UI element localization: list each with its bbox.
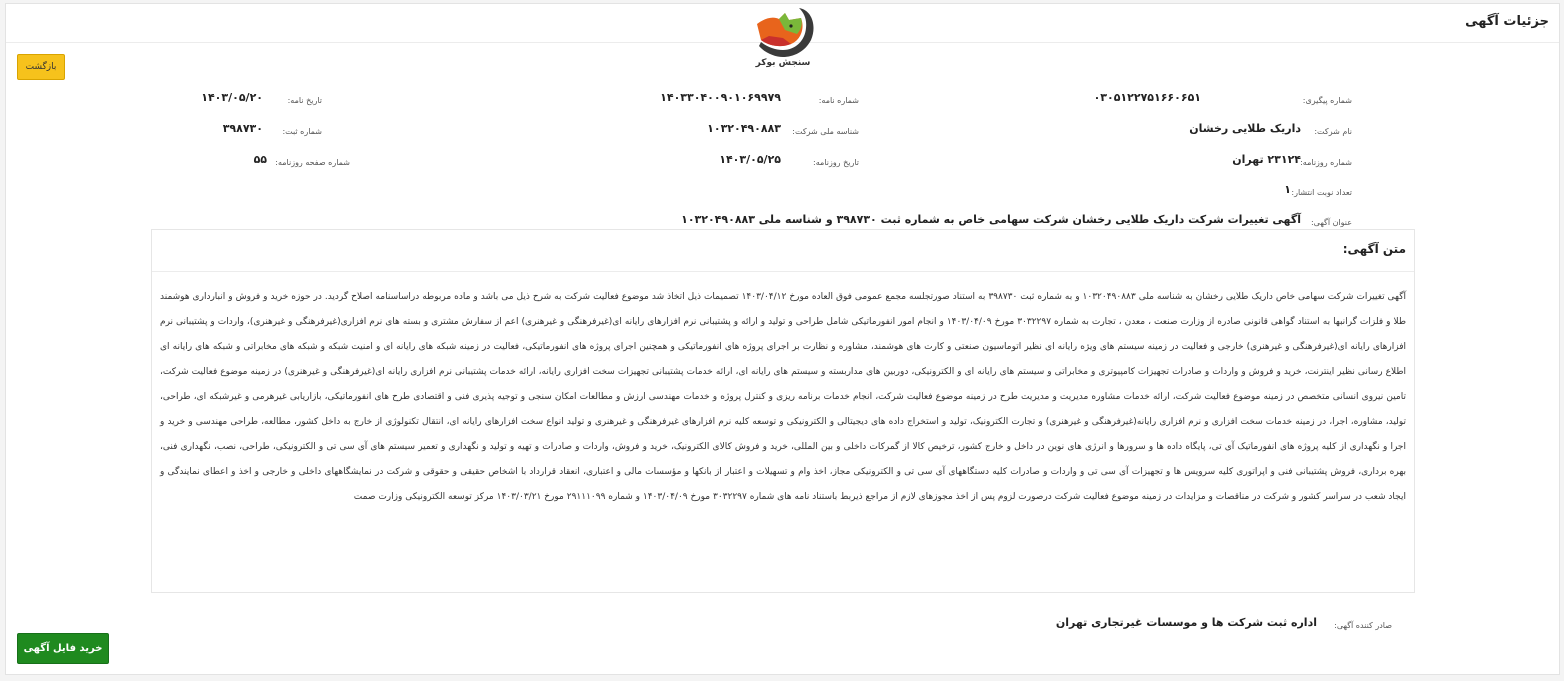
newspaper-no-value: ۲۳۱۲۴ تهران — [1232, 153, 1301, 166]
buy-ad-file-button[interactable]: خرید فایل آگهی — [17, 633, 109, 664]
company-name-value-wrap — [1189, 117, 1301, 136]
tracking-no-value: ۰۳۰۵۱۲۲۷۵۱۶۶۰۶۵۱ — [1093, 91, 1201, 104]
field-label: صادر کننده آگهی: — [1334, 621, 1392, 630]
field-issuer — [1334, 613, 1392, 632]
issuer-value: اداره ثبت شرکت ها و موسسات غیرتجاری تهران — [1055, 616, 1317, 629]
newspaper-page-value: ۵۵ — [253, 153, 267, 166]
field-label: شماره نامه: — [818, 96, 859, 105]
publish-count-value: ۱ — [1284, 183, 1291, 196]
letter-no-value-wrap — [660, 86, 781, 105]
field-newspaper-date — [813, 150, 859, 169]
company-name-value: داریک طلایی رخشان — [1189, 122, 1301, 135]
ad-title-value: آگهی تغییرات شرکت داریک طلایی رخشان شرکت سهامی خاص به شماره ثبت ۳۹۸۷۳۰ و شناسه ملی ۱۰۳۲۰۴۹۰۸۸۳ — [681, 213, 1301, 226]
field-tracking-no — [1303, 88, 1352, 107]
back-button[interactable]: بازگشت — [17, 54, 65, 80]
brand-logo — [749, 4, 817, 72]
page-title: جزئیات آگهی — [1465, 14, 1549, 29]
national-id-value: ۱۰۳۲۰۴۹۰۸۸۳ — [707, 122, 781, 135]
logo-text: سنجش بوکر — [755, 58, 811, 68]
field-company-name — [1314, 119, 1352, 138]
field-letter-no — [819, 88, 859, 107]
reg-no-value-wrap — [223, 117, 263, 136]
fox-logo-icon — [749, 4, 817, 60]
ad-text-body: آگهی تغییرات شرکت سهامی خاص داریک طلایی رخشان به شناسه ملی ۱۰۳۲۰۴۹۰۸۸۳ و به شماره ثبت ۳۹۸۷۳۰ به استناد صورتجلسه مجمع عمومی فوق العاده مورخ ۱۴۰۳/۰۴/۱۲ تصمیمات ذیل اتخاذ شد موضوع فعالیت شرکت به شرح ذیل می باشد و ماده مربوطه دراساسنامه اصلاح گردید. در حوزه خرید و فروش و انبارداری هوشمند طلا و فلزات گرانبها به استناد گواهی قانونی صادره از وزارت صنعت ، معدن ، تجارت به شماره ۳۰۳۲۲۹۷ مورخ ۱۴۰۳/۰۴/۰۹ و انجام امور انفورماتیکی شامل طراحی و تولید و ارائه و پشتیبانی نرم افزارهای رایانه ای(غیرفرهنگی و غیرهنری) اعم از سفارش مشتری و بسته های نرم افزاری(غیرفرهنگی و غیرهنری)، واردات و پشتیبانی نرم افزارهای رایانه ای(غیرفرهنگی و غیرهنری) خارجی و فعالیت در زمینه سیستم های ویژه رایانه ای نظیر اتوماسیون صنعتی و کارت های هوشمند، مشاوره و نظارت بر اجرای پروژه های انفورماتیکی و همچنین اجرای پروژه های انفورماتیکی، فعالیت در زمینه شبکه های رایانه ای و امنیت شبکه و شبکه های مخابراتی و شبکه های رایانه ای اطلاع رسانی نظیر اینترنت، خرید و فروش و واردات و صادرات تجهیزات کامپیوتری و مخابراتی و سیستم های رایانه ای و الکترونیکی، دوربین های مداربسته و سیستم های رایانه ای، ارائه خدمات پشتیبانی تجهیزات سخت افزاری رایانه، ارائه خدمات پشتیبانی نرم افزاری رایانه ای(غیرفرهنگی و غیرهنری) در زمینه موضوع فعالیت شرکت، تامین نیروی انسانی متخصص در زمینه موضوع فعالیت شرکت، ارائه خدمات مشاوره مدیریت و مدیریت طرح در زمینه موضوع فعالیت شرکت، انجام خدمات برنامه ریزی و کنترل پروژه و خدمات مهندسی ارزش و مطالعات امکان سنجی و توجیه پذیری فنی و اقتصادی طرح های انفورماتیکی، بازاریابی غیرهرمی و غیرشبکه ای، طراحی، تولید، مشاوره، اجرا، در زمینه خدمات سخت افزاری و نرم افزاری رایانه(غیرفرهنگی و غیرهنری) و تجارت الکترونیک، تولید و استخراج داده های دیجیتالی و الکترونیکی و توسعه کلیه نرم افزارهای غیرفرهنگی و غیرهنری و تولید انواع سخت افزارهای رایانه ای، انتقال تکنولوژی از خارج به داخل کشور، مطالعه، طراحی مهندسی و خرید و اجرا و نگهداری از کلیه پروژه های انفورماتیک آی تی، پایگاه داده ها و سرورها و انرژی های نوین در داخل و خارج کشور، ترخیص کالا از گمرکات داخلی و بین المللی، خرید و فروش کالای الکترونیک، خرید و فروش، واردات و صادرات و تهیه و تولید و نگهداری و تعمیر سیستم های آی سی تی و الکترونیکی، طراحی، نصب، نگهداری فنی، بهره برداری، فروش پشتیبانی فنی و اپراتوری کلیه سرویس ها و تجهیزات آی سی تی و واردات و صادرات کلیه دستگاههای آی سی تی و الکترونیکی مجاز، اخذ وام و تسهیلات و اعتبار از بانکها و مؤسسات مالی و اعتباری، انعقاد قرارداد با اشخاص حقیقی و حقوقی و شرکت در نمایشگاههای داخلی و خارجی و اخذ و اعطای نمایندگی و ایجاد شعب در سراسر کشور و شرکت در مناقصات و مزایدات در زمینه موضوع فعالیت شرکت درصورت لزوم پس از اخذ مجوزهای لازم از مراجع ذیربط باستناد نامه های شماره ۳۰۳۲۲۹۷ مورخ ۱۴۰۳/۰۴/۰۹ و شماره ۲۹۱۱۱۰۹۹ مورخ ۱۴۰۳/۰۳/۲۱ مرکز توسعه الکترونیکی وزارت صمت — [160, 292, 1406, 502]
tracking-no-value-wrap — [1094, 86, 1201, 105]
field-label: تاریخ روزنامه: — [813, 158, 859, 167]
field-label: نام شرکت: — [1314, 127, 1352, 136]
field-label: شماره پیگیری: — [1302, 96, 1352, 105]
ad-text-header — [152, 230, 1414, 272]
ad-title-value-wrap — [681, 208, 1301, 227]
field-newspaper-page — [275, 150, 350, 169]
field-label: تعداد نوبت انتشار: — [1291, 188, 1352, 197]
newspaper-date-value: ۱۴۰۳/۰۵/۲۵ — [719, 153, 781, 166]
reg-no-value: ۳۹۸۷۳۰ — [222, 122, 263, 135]
field-label: شماره روزنامه: — [1300, 158, 1352, 167]
field-newspaper-no — [1300, 150, 1352, 169]
field-ad-title — [1311, 210, 1352, 229]
issuer-value-wrap — [1056, 611, 1317, 630]
letter-no-value: ۱۴۰۳۳۰۴۰۰۹۰۱۰۶۹۹۷۹ — [660, 91, 781, 104]
publish-count-value-wrap — [1284, 178, 1291, 197]
ad-details-panel — [5, 3, 1560, 675]
field-label: تاریخ نامه: — [287, 96, 322, 105]
newspaper-date-value-wrap — [719, 148, 781, 167]
letter-date-value-wrap — [201, 86, 263, 105]
field-label: عنوان آگهی: — [1310, 218, 1352, 227]
field-label: شناسه ملی شرکت: — [792, 127, 859, 136]
field-letter-date — [288, 88, 322, 107]
letter-date-value: ۱۴۰۳/۰۵/۲۰ — [201, 91, 263, 104]
newspaper-page-value-wrap — [254, 148, 267, 167]
field-national-id — [792, 119, 859, 138]
field-label: شماره صفحه روزنامه: — [275, 158, 350, 167]
field-label: شماره ثبت: — [282, 127, 322, 136]
newspaper-no-value-wrap — [1232, 148, 1301, 167]
field-publish-count — [1291, 180, 1352, 199]
ad-text-title: متن آگهی: — [1342, 242, 1406, 256]
field-reg-no — [282, 119, 322, 138]
ad-text-box — [151, 229, 1415, 593]
national-id-value-wrap — [707, 117, 781, 136]
